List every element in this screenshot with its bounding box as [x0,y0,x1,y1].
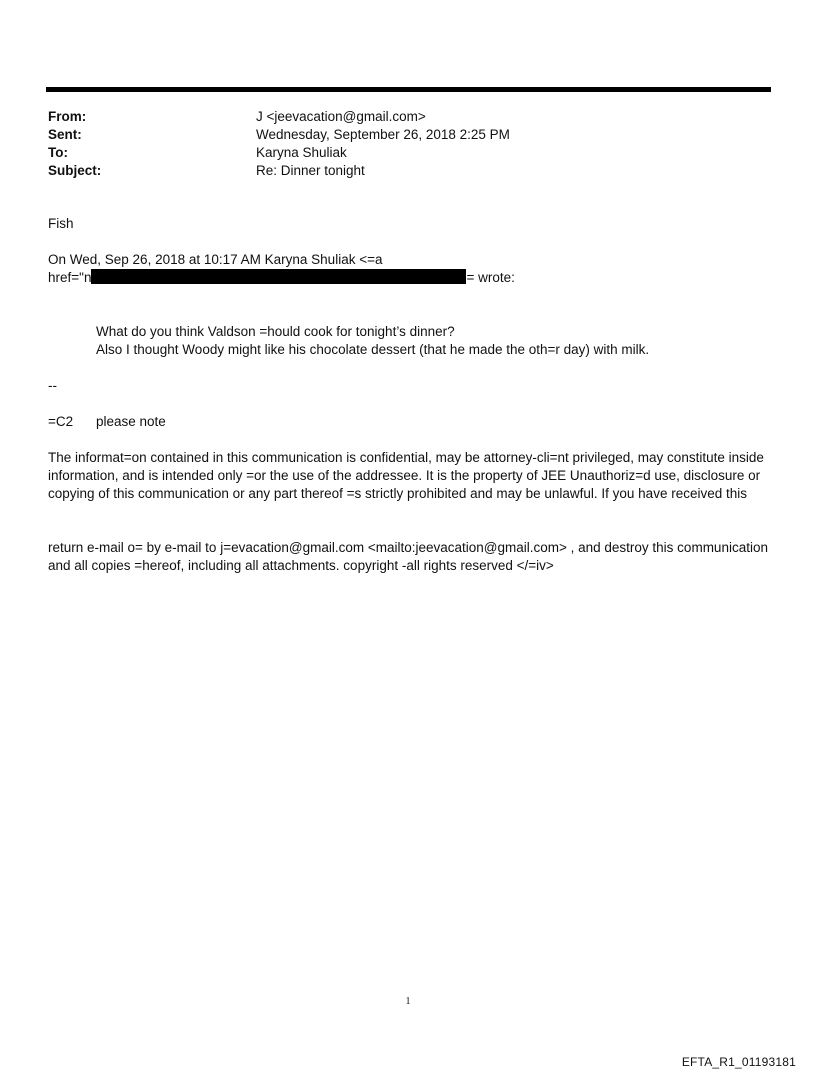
note-prefix: =C2 [48,414,74,429]
to-value: Karyna Shuliak [256,145,347,160]
attribution-line-2 [48,269,515,287]
attribution-prefix: href="n [48,270,92,285]
sent-value: Wednesday, September 26, 2018 2:25 PM [256,127,510,142]
note-text: please note [96,414,166,429]
from-value: J <jeevacation@gmail.com> [256,109,426,124]
attribution-suffix: = wrote: [466,270,515,285]
sent-row [48,126,768,144]
quoted-line-2: Also I thought Woody might like his chocolate dessert (that he made the oth=r day) with milk. [96,342,650,357]
signature-separator: -- [48,378,57,393]
attribution-line-1: On Wed, Sep 26, 2018 at 10:17 AM Karyna Shuliak <=a [48,252,383,267]
quoted-line-1: What do you think Valdson =hould cook for tonight’s dinner? [96,324,455,339]
note-line [48,413,768,431]
subject-label: Subject: [48,163,102,178]
page-number: 1 [405,996,411,1007]
to-row [48,144,768,162]
redaction-block [91,269,466,284]
from-label: From: [48,109,87,124]
reply-text: Fish [48,216,74,231]
header-rule [46,87,771,92]
subject-value: Re: Dinner tonight [256,163,365,178]
from-row [48,108,768,126]
document-id: EFTA_R1_01193181 [681,1055,796,1069]
email-header [48,108,768,180]
subject-row [48,162,768,180]
disclaimer-paragraph-1: The informat=on contained in this communication is confidential, may be attorney-cli=nt privileged, may constitute inside information, and is intended only =or the use of the addressee. It is the property of JEE Unauthoriz=d use, disclosure or copying of this communication or any part thereof =s strictly prohibited and may be unlawful. If you have received this [48,450,764,501]
disclaimer-paragraph-2: return e-mail o= by e-mail to j=evacation@gmail.com <mailto:jeevacation@gmail.com> , and destroy this communication and all copies =hereof, including all attachments. copyright -all rights reserved </=iv> [48,540,768,573]
sent-label: Sent: [48,127,82,142]
to-label: To: [48,145,68,160]
